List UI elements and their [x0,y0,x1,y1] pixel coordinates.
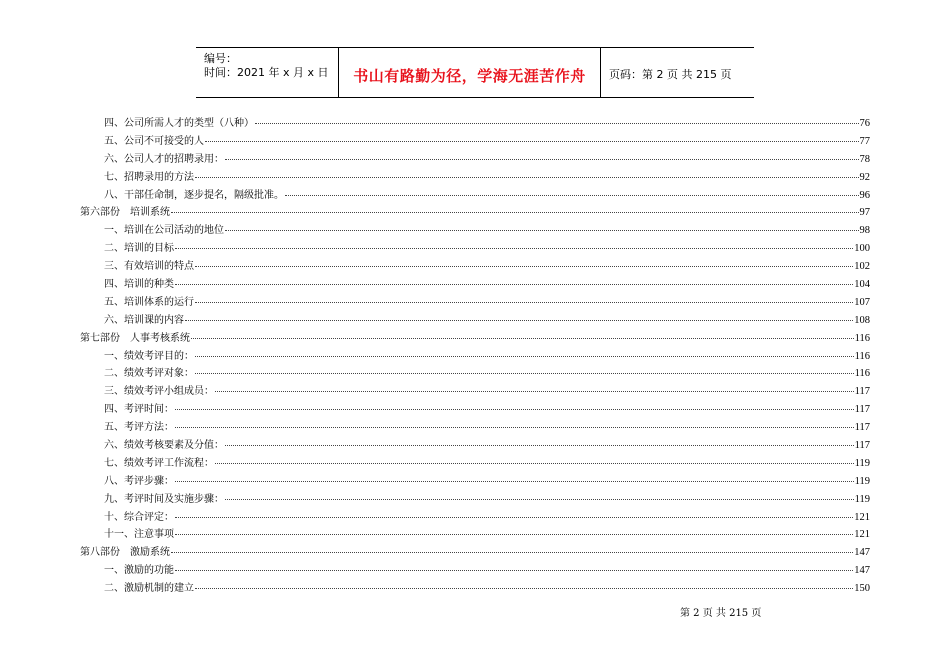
toc-dot-leader [225,159,859,160]
toc-dot-leader [175,570,853,571]
toc-entry-page-number: 121 [854,529,870,541]
toc-dot-leader [215,463,854,464]
toc-dot-leader [255,123,859,124]
toc-entry[interactable] [80,221,870,239]
toc-entry[interactable] [80,347,870,365]
toc-entry-page-number: 150 [854,583,870,595]
toc-entry-title: 第六部份 培训系统 [80,207,170,219]
toc-entry-title: 八、考评步骤： [104,475,174,487]
toc-dot-leader [195,266,853,267]
toc-entry-title: 九、考评时间及实施步骤： [104,493,224,505]
document-date: 时间：2021 年 x 月 x 日 [204,66,329,79]
header-meta [196,48,339,97]
toc-dot-leader [195,302,853,303]
toc-entry-page-number: 104 [854,279,870,291]
toc-entry-title: 二、绩效考评对象： [104,368,194,380]
toc-dot-leader [225,445,854,446]
toc-section-entry[interactable] [80,543,870,561]
toc-entry-title: 五、培训体系的运行 [104,296,194,308]
toc-dot-leader [225,499,854,500]
toc-entry-page-number: 96 [859,189,870,201]
toc-entry-title: 第八部份 激励系统 [80,547,170,559]
toc-dot-leader [175,409,854,410]
toc-dot-leader [191,338,854,339]
page-footer: 第 2 页 共 215 页 [680,608,762,619]
toc-entry-title: 第七部份 人事考核系统 [80,332,190,344]
toc-entry[interactable] [80,418,870,436]
toc-entry[interactable] [80,472,870,490]
toc-entry-title: 四、考评时间： [104,404,174,416]
toc-entry[interactable] [80,579,870,597]
toc-dot-leader [175,517,853,518]
toc-entry-title: 六、绩效考核要素及分值： [104,440,224,452]
toc-dot-leader [195,356,854,357]
toc-entry-page-number: 117 [854,386,870,398]
toc-entry[interactable] [80,168,870,186]
toc-entry[interactable] [80,275,870,293]
toc-entry-page-number: 116 [854,368,870,380]
toc-dot-leader [175,481,854,482]
toc-dot-leader [195,373,854,374]
toc-entry-page-number: 97 [859,207,870,219]
toc-entry-title: 八、干部任命制，逐步提名，隔级批准。 [104,189,284,201]
toc-entry-page-number: 147 [854,547,870,559]
document-number-label: 编号： [204,52,237,65]
toc-entry-title: 六、公司人才的招聘录用： [104,153,224,165]
toc-entry-title: 四、培训的种类 [104,279,174,291]
page-header [196,47,754,98]
toc-entry[interactable] [80,364,870,382]
header-motto: 书山有路勤为径，学海无涯苦作舟 [353,67,586,85]
toc-entry-page-number: 116 [854,350,870,362]
header-motto-cell [339,48,601,97]
toc-dot-leader [205,141,859,142]
toc-entry-page-number: 102 [854,261,870,273]
toc-entry-page-number: 92 [859,171,870,183]
toc-entry-title: 一、绩效考评目的： [104,350,194,362]
toc-dot-leader [225,230,859,231]
toc-entry-title: 五、公司不可接受的人 [104,135,204,147]
toc-entry[interactable] [80,132,870,150]
toc-entry-page-number: 100 [854,243,870,255]
toc-dot-leader [215,391,854,392]
toc-dot-leader [171,552,853,553]
header-page-info: 页码：第 2 页 共 215 页 [609,67,732,81]
toc-entry-page-number: 117 [854,404,870,416]
toc-entry[interactable] [80,490,870,508]
toc-entry[interactable] [80,508,870,526]
toc-entry-title: 十一、注意事项 [104,529,174,541]
toc-entry-page-number: 108 [854,314,870,326]
toc-entry-page-number: 147 [854,565,870,577]
toc-dot-leader [195,177,859,178]
toc-entry-title: 一、培训在公司活动的地位 [104,225,224,237]
toc-dot-leader [185,320,853,321]
toc-entry-page-number: 77 [859,135,870,147]
toc-entry-title: 五、考评方法： [104,422,174,434]
toc-entry-title: 二、激励机制的建立 [104,583,194,595]
toc-entry[interactable] [80,257,870,275]
toc-entry[interactable] [80,525,870,543]
toc-entry-title: 一、激励的功能 [104,565,174,577]
toc-entry[interactable] [80,436,870,454]
toc-entry-title: 十、综合评定： [104,511,174,523]
toc-entry[interactable] [80,114,870,132]
toc-entry[interactable] [80,239,870,257]
toc-dot-leader [171,212,859,213]
toc-entry-page-number: 117 [854,440,870,452]
toc-entry-page-number: 119 [854,475,870,487]
toc-entry-title: 四、公司所需人才的类型（八种） [104,118,254,129]
toc-entry[interactable] [80,382,870,400]
toc-entry-page-number: 119 [854,493,870,505]
toc-entry-page-number: 78 [859,153,870,165]
toc-entry[interactable] [80,186,870,204]
toc-section-entry[interactable] [80,203,870,221]
toc-entry[interactable] [80,293,870,311]
toc-entry-page-number: 76 [859,118,870,129]
toc-entry[interactable] [80,400,870,418]
toc-section-entry[interactable] [80,329,870,347]
toc-entry-page-number: 107 [854,296,870,308]
toc-entry-title: 三、有效培训的特点 [104,261,194,273]
toc-entry-title: 七、绩效考评工作流程： [104,457,214,469]
toc-entry-page-number: 116 [854,332,870,344]
toc-dot-leader [175,284,853,285]
toc-dot-leader [175,248,853,249]
toc-entry-title: 二、培训的目标 [104,243,174,255]
toc-entry-page-number: 121 [854,511,870,523]
toc-entry[interactable] [80,561,870,579]
toc-entry-title: 六、培训课的内容 [104,314,184,326]
toc-entry-title: 三、绩效考评小组成员： [104,386,214,398]
toc-entry[interactable] [80,150,870,168]
toc-dot-leader [285,195,859,196]
toc-dot-leader [175,534,853,535]
toc-entry-page-number: 119 [854,457,870,469]
toc-entry-page-number: 117 [854,422,870,434]
toc-dot-leader [175,427,854,428]
toc-entry[interactable] [80,454,870,472]
toc-dot-leader [195,588,853,589]
toc-entry-title: 七、招聘录用的方法 [104,171,194,183]
table-of-contents [80,114,870,597]
toc-entry-page-number: 98 [859,225,870,237]
toc-entry[interactable] [80,311,870,329]
